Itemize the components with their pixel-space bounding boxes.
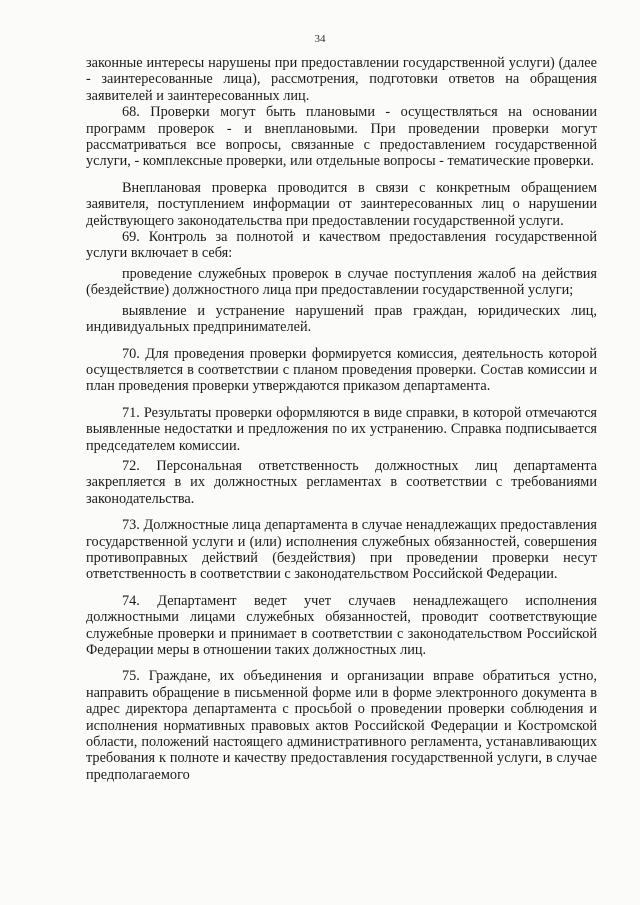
paragraph-69-item-2: выявление и устранение нарушений прав граждан, юридических лиц, индивидуальных предпринимателей. <box>86 302 597 336</box>
page-number: 34 <box>314 33 326 45</box>
paragraph-69: 69. Контроль за полнотой и качеством предоставления государственной услуги включает в себя: <box>86 229 597 262</box>
paragraph-72: 72. Персональная ответственность должностных лиц департамента закрепляется в их должностных регламентах в соответствии с требованиями законодательства. <box>86 457 597 507</box>
paragraph-71: 71. Результаты проверки оформляются в виде справки, в которой отмечаются выявленные недостатки и предложения по их устранению. Справка подписывается председателем комиссии. <box>86 404 597 454</box>
paragraph-70: 70. Для проведения проверки формируется комиссия, деятельность которой осуществляется в соответствии с планом проведения проверки. Состав комиссии и план проведения проверки утверждаются приказом департамента. <box>86 345 597 395</box>
paragraph-68: 68. Проверки могут быть плановыми - осуществляться на основании программ проверок - и внеплановыми. При проведении проверки могут рассматриваться все вопросы, связанные с предоставлением государственной услуги, - комплексные проверки, или отдельные вопросы - тематические проверки. <box>86 104 597 170</box>
paragraph-75: 75. Граждане, их объединения и организации вправе обратиться устно, направить обращение в письменной форме или в форме электронного документа в адрес директора департамента с просьбой о проведении проверки соблюдения и исполнения нормативных правовых актов Российской Федерации и Костромской области, положений настоящего административного регламента, устанавливающих требования к полноте и качеству предоставления государственной услуги, в случае предполагаемого <box>86 668 597 783</box>
document-body <box>86 55 597 783</box>
paragraph-74: 74. Департамент ведет учет случаев ненадлежащего исполнения должностными лицами служебных обязанностей, проводит соответствующие служебные проверки и принимает в соответствии с законодательством Российской Федерации меры в отношении таких должностных лиц. <box>86 592 597 658</box>
paragraph-unscheduled-check: Внеплановая проверка проводится в связи с конкретным обращением заявителя, поступлением информации от заинтересованных лиц о нарушении действующего законодательства при предоставлении государственной услуги. <box>86 179 597 229</box>
paragraph-73: 73. Должностные лица департамента в случае ненадлежащих предоставления государственной услуги и (или) исполнения служебных обязанностей, совершения противоправных действий (бездействия) при проведении проверки несут ответственность в соответствии с законодательством Российской Федерации. <box>86 517 597 583</box>
paragraph-continuation: законные интересы нарушены при предоставлении государственной услуги) (далее - заинтересованные лица), рассмотрения, подготовки ответов на обращения заявителей и заинтересованных лиц. <box>86 55 597 104</box>
paragraph-69-item-1: проведение служебных проверок в случае поступления жалоб на действия (бездействие) должностного лица при предоставлении государственной услуги; <box>86 265 597 299</box>
